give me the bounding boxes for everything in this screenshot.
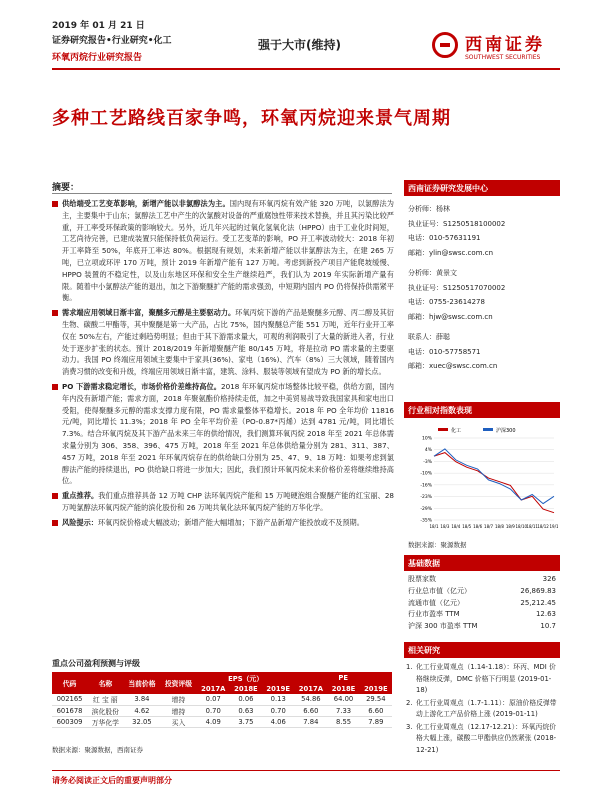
x-tick-label: 18/10 — [515, 524, 528, 529]
analyst-name: 分析师：黄景文 — [408, 269, 457, 277]
col-price: 当前价格 — [124, 672, 161, 694]
analyst-heading: 西南证券研究发展中心 — [404, 180, 560, 196]
contact-name: 联系人：薛聪 — [408, 333, 450, 341]
para-lead: 风险提示： — [62, 517, 98, 527]
abstract-para — [52, 381, 394, 487]
y-tick-label: -3% — [423, 459, 432, 465]
basic-key: 流通市值（亿元） — [408, 598, 464, 607]
col-pe: PE — [294, 672, 392, 683]
basic-row — [408, 609, 556, 621]
basic-value: 25,212.45 — [520, 598, 556, 607]
basic-key: 行业市盈率 TTM — [408, 610, 460, 619]
legend-label-chem: 化工 — [451, 428, 462, 434]
para-text: 2018 年环氧丙烷市场整体比较平稳，供给方面，国内年内没有新增产能；需求方面，2018 年聚氨酯价格持续走低，加之中美贸易战导致我国家具和家电出口受阻，使得聚醚多元醇的需求支撑力度有限，PO 需求量整体平稳增长。2018 年 PO 全年均价 11816 元/吨，同比增长 11.3%；2018 年 PO 全年平均价差（PO-0.87*丙烯）达到 4781 元/吨，同比增长 7.3%。结合环氧丙烷及其下游产品未来三年的供给情况，我们测算环氧丙烷 2018 年至 2021 年总体需求量分别为 306、358、396、475 万吨，2018 年至 2021 年总体供给量分别为 281、311、387、457 万吨，2018 年至 2021 年环氧丙烷存在的供给缺口分别为 25、47、9、18 万吨：如果考虑到氯醇法产能的持续退出，PO 供给缺口将进一步加大；因此，我们预计环氧丙烷未来价格价差将继续维持高位。 — [62, 381, 394, 486]
table-title: 重点公司盈利预测与评级 — [52, 659, 140, 668]
cell: 29.54 — [360, 694, 392, 705]
footer-disclaimer[interactable]: 请务必阅读正文后的重要声明部分 — [52, 776, 172, 785]
report-date: 2019 年 01 月 21 日 — [52, 21, 145, 31]
footer-divider — [52, 770, 560, 771]
basic-key: 行业总市值（亿元） — [408, 586, 471, 595]
cell: 600309 — [52, 716, 87, 727]
col-code: 代码 — [52, 672, 87, 694]
report-series: 环氧丙烷行业研究报告 — [52, 53, 143, 63]
basic-key: 股票家数 — [408, 575, 436, 583]
x-tick-label: 18/11 — [526, 524, 538, 529]
related-number: 1. — [406, 663, 413, 671]
cell: 红 宝 丽 — [87, 694, 124, 705]
abstract-para — [52, 490, 394, 514]
basic-value: 10.7 — [540, 622, 556, 631]
cell: 601678 — [52, 705, 87, 716]
basic-key: 沪深 300 市盈率 TTM — [408, 622, 478, 631]
basic-value: 26,869.83 — [520, 586, 556, 595]
cell: 0.07 — [197, 694, 230, 705]
abstract-para — [52, 198, 394, 304]
index-chart-panel — [404, 402, 560, 418]
abstract-para — [52, 307, 394, 378]
series-line-hs300 — [434, 449, 554, 504]
cell: 4.06 — [262, 716, 294, 727]
cell: 32.05 — [124, 716, 161, 727]
col-year: 2018E — [230, 683, 262, 694]
col-year: 2018E — [327, 683, 359, 694]
related-panel — [404, 642, 560, 658]
report-header — [0, 0, 600, 90]
para-lead: PO 下游需求稳定增长，市场价格价差维持高位。 — [62, 381, 222, 391]
chart-source: 数据来源：聚源数据 — [408, 541, 467, 549]
y-tick-label: 10% — [421, 436, 432, 442]
analyst-phone: 电话：010-57631191 — [408, 234, 481, 242]
related-text[interactable]: 化工行业周观点（1.7-1.11）：原油价格反弹带动上游化工产品价格上涨 (2019-01-11) — [416, 698, 557, 718]
table-source: 数据来源：聚源数据，西南证券 — [52, 746, 143, 754]
x-tick-label: 18/5 — [462, 524, 472, 529]
related-text[interactable]: 化工行业周观点（1.14-1.18）：环丙、MDI 价格继续反弹，DMC 价格下行明显 (2019-01-18) — [416, 663, 556, 694]
logo-icon — [432, 32, 458, 58]
basic-data-list — [408, 574, 556, 633]
cell: 7.89 — [360, 716, 392, 727]
para-text: 环氧丙烷价格或大幅波动；新增产能大幅增加；下游产品新增产能投放或不及预期。 — [97, 517, 364, 527]
analyst-email[interactable]: 邮箱：ylin@swsc.com.cn — [408, 248, 494, 257]
cell: 54.86 — [294, 694, 327, 705]
basic-value: 12.63 — [535, 610, 556, 619]
cell: 滨化股份 — [87, 705, 124, 716]
cell: 64.00 — [327, 694, 359, 705]
col-rating: 投资评级 — [160, 672, 197, 694]
legend-swatch-chem — [438, 428, 448, 431]
basic-row — [408, 574, 556, 586]
cell: 0.06 — [230, 694, 262, 705]
x-tick-label: 18/9 — [505, 524, 515, 529]
cell: 4.62 — [124, 705, 161, 716]
basic-row — [408, 598, 556, 610]
para-text: 国内现有环氧丙烷有效产能 320 万吨，以氯醇法为主，主要集中于山东；氯醇法工艺中产生的次氯酸对设备的严重腐蚀性带来技术替换，并且其污染比较严重，开工率受环保政策的影响较大。另外，近几年兴起的过氧化氢氧化法（HPPO）由于工业化时间短，工艺尚待完善，已建成装置只能保持低负荷运行。受工艺变革的影响，PO 开工率波动较大：2018 年初开工率降至 50%，年底开工率达 80%。根据现有规划，未来新增产能以非氯醇法为主，在建 265 万吨，已立项或环评 170 万吨，预计 2019 年新增产能有 127 万吨。考虑到新投产项目产能爬坡缓慢、HPPO 装置的不稳定性，以及山东地区环保和安全生产继续趋严，我们认为 2019 年实际新增产量有限。随着中小氯醇法产能的退出，加之下游聚醚扩产能的需求强劲，中短期内国内 PO 仍将保持供需紧平衡。 — [62, 199, 394, 303]
basic-data-heading: 基础数据 — [404, 555, 560, 571]
col-year: 2017A — [197, 683, 230, 694]
col-eps: EPS（元） — [197, 672, 295, 683]
x-tick-label: 18/6 — [473, 524, 483, 529]
y-tick-label: -29% — [420, 506, 432, 512]
logo-text-en: SOUTHWEST SECURITIES — [465, 54, 541, 61]
related-number: 2. — [406, 698, 413, 707]
analyst-license: 执业证号：S1250518100002 — [408, 219, 506, 228]
x-tick-label: 19/1 — [549, 524, 558, 529]
x-tick-label: 18/3 — [440, 524, 450, 529]
related-text[interactable]: 化工行业周观点（12.17-12.21）：环氧丙烷价格大幅上涨，碳酸二甲酯供应仍然紧张 (2018-12-21) — [416, 722, 557, 754]
cell: 万华化学 — [87, 716, 124, 727]
cell: 4.09 — [197, 716, 230, 727]
basic-row — [408, 621, 556, 633]
y-tick-label: 4% — [424, 448, 432, 454]
company-logo — [432, 30, 557, 66]
col-year: 2019E — [360, 683, 392, 694]
header-divider — [52, 68, 560, 70]
x-tick-label: 18/8 — [494, 524, 504, 529]
analyst-email[interactable]: 邮箱：hjw@swsc.com.cn — [408, 312, 493, 321]
cell: 6.60 — [360, 705, 392, 716]
rating: 强于大市(维持) — [258, 38, 341, 52]
table-row — [52, 716, 392, 727]
index-chart-heading: 行业相对指数表现 — [404, 402, 560, 418]
analyst-panel — [404, 180, 560, 374]
table-row — [52, 694, 392, 705]
y-tick-label: -23% — [420, 495, 432, 501]
contact-phone: 电话：010-57758571 — [408, 347, 481, 356]
para-lead: 重点推荐。 — [62, 491, 99, 501]
cell: 6.60 — [294, 705, 327, 716]
x-tick-label: 18/12 — [537, 524, 549, 529]
abstract-divider — [52, 193, 392, 194]
related-item[interactable] — [406, 662, 558, 697]
abstract-body — [52, 198, 394, 532]
abstract-para — [52, 517, 394, 529]
col-year: 2019E — [262, 683, 294, 694]
legend-swatch-hs300 — [483, 428, 493, 431]
table-row — [52, 705, 392, 716]
basic-row — [408, 586, 556, 598]
para-text: 我们重点推荐具备 12 万吨 CHP 法环氧丙烷产能和 15 万吨硬泡组合聚醚产能的红宝丽、28 万吨氯醇法环氧丙烷产能的滨化股份和 26 万吨共氧化法环氧丙烷产能的万华化学。 — [62, 491, 394, 512]
cell: 0.70 — [197, 705, 230, 716]
cell: 0.70 — [262, 705, 294, 716]
y-tick-label: -16% — [420, 483, 432, 489]
basic-data-panel — [404, 555, 560, 571]
cell: 增持 — [160, 694, 197, 705]
cell: 7.33 — [327, 705, 359, 716]
y-tick-label: -10% — [420, 471, 432, 477]
related-number: 3. — [406, 722, 413, 731]
legend-label-hs300: 沪深300 — [496, 428, 516, 434]
cell: 3.75 — [230, 716, 262, 727]
cell: 3.84 — [124, 694, 161, 705]
cell: 买入 — [160, 716, 197, 727]
analyst-name: 分析师：杨林 — [408, 205, 450, 213]
x-tick-label: 18/4 — [451, 524, 461, 529]
contact-email[interactable]: 邮箱：xuec@swsc.com.cn — [408, 362, 498, 370]
basic-value: 326 — [542, 575, 556, 583]
cell: 0.63 — [230, 705, 262, 716]
analyst-license: 执业证号：S1250517070002 — [408, 283, 506, 292]
related-item[interactable] — [406, 698, 558, 721]
related-list — [406, 662, 558, 757]
analyst-list — [404, 196, 560, 374]
analyst-phone: 电话：0755-23614278 — [408, 298, 485, 306]
cell: 0.13 — [262, 694, 294, 705]
x-tick-label: 18/7 — [484, 524, 494, 529]
col-name: 名称 — [87, 672, 124, 694]
para-lead: 供给端受工艺变革影响，新增产能以非氯醇法为主。 — [62, 199, 230, 208]
para-lead: 需求端应用领域日渐丰富，聚醚多元醇是主要驱动力。 — [62, 308, 236, 318]
x-tick-label: 18/1 — [429, 524, 439, 529]
page-title: 多种工艺路线百家争鸣，环氧丙烷迎来景气周期 — [52, 108, 451, 129]
logo-text-cn: 西南证券 — [465, 35, 545, 55]
cell: 7.84 — [294, 716, 327, 727]
report-category: 证券研究报告•行业研究•化工 — [52, 36, 172, 46]
cell: 002165 — [52, 694, 87, 705]
y-tick-label: -35% — [420, 518, 432, 524]
related-item[interactable] — [406, 722, 558, 757]
col-year: 2017A — [294, 683, 327, 694]
index-chart — [408, 424, 558, 540]
abstract-heading: 摘要： — [52, 183, 80, 193]
para-text: 环氧丙烷下游的产品是聚醚多元醇、丙二醇及其衍生物、碳酸二甲酯等，其中聚醚是第一大产品，占比 75%，国内聚醚总产能 551 万吨，近年行业开工率仅在 50%左右，产能过剩趋势明显；但由于其下游需求量大，可观的利润吸引了大量的新进入者，行业处于逐步扩张的状态。预计 2018/2019 年新增聚醚产能 80/145 万吨，将是拉动 PO 需求量的主要驱动力。我国 PO 终端应用领域主要集中于家具(36%)、家电（16%)、汽车（8%）三大领域，随着国内消费习惯的改变和升级，终端应用领域日渐丰富，建筑、涂料、服装等领域有望成为 PO 新的增长点。 — [62, 308, 394, 377]
related-heading: 相关研究 — [404, 642, 560, 658]
cell: 8.55 — [327, 716, 359, 727]
earnings-table — [52, 672, 392, 728]
cell: 增持 — [160, 705, 197, 716]
